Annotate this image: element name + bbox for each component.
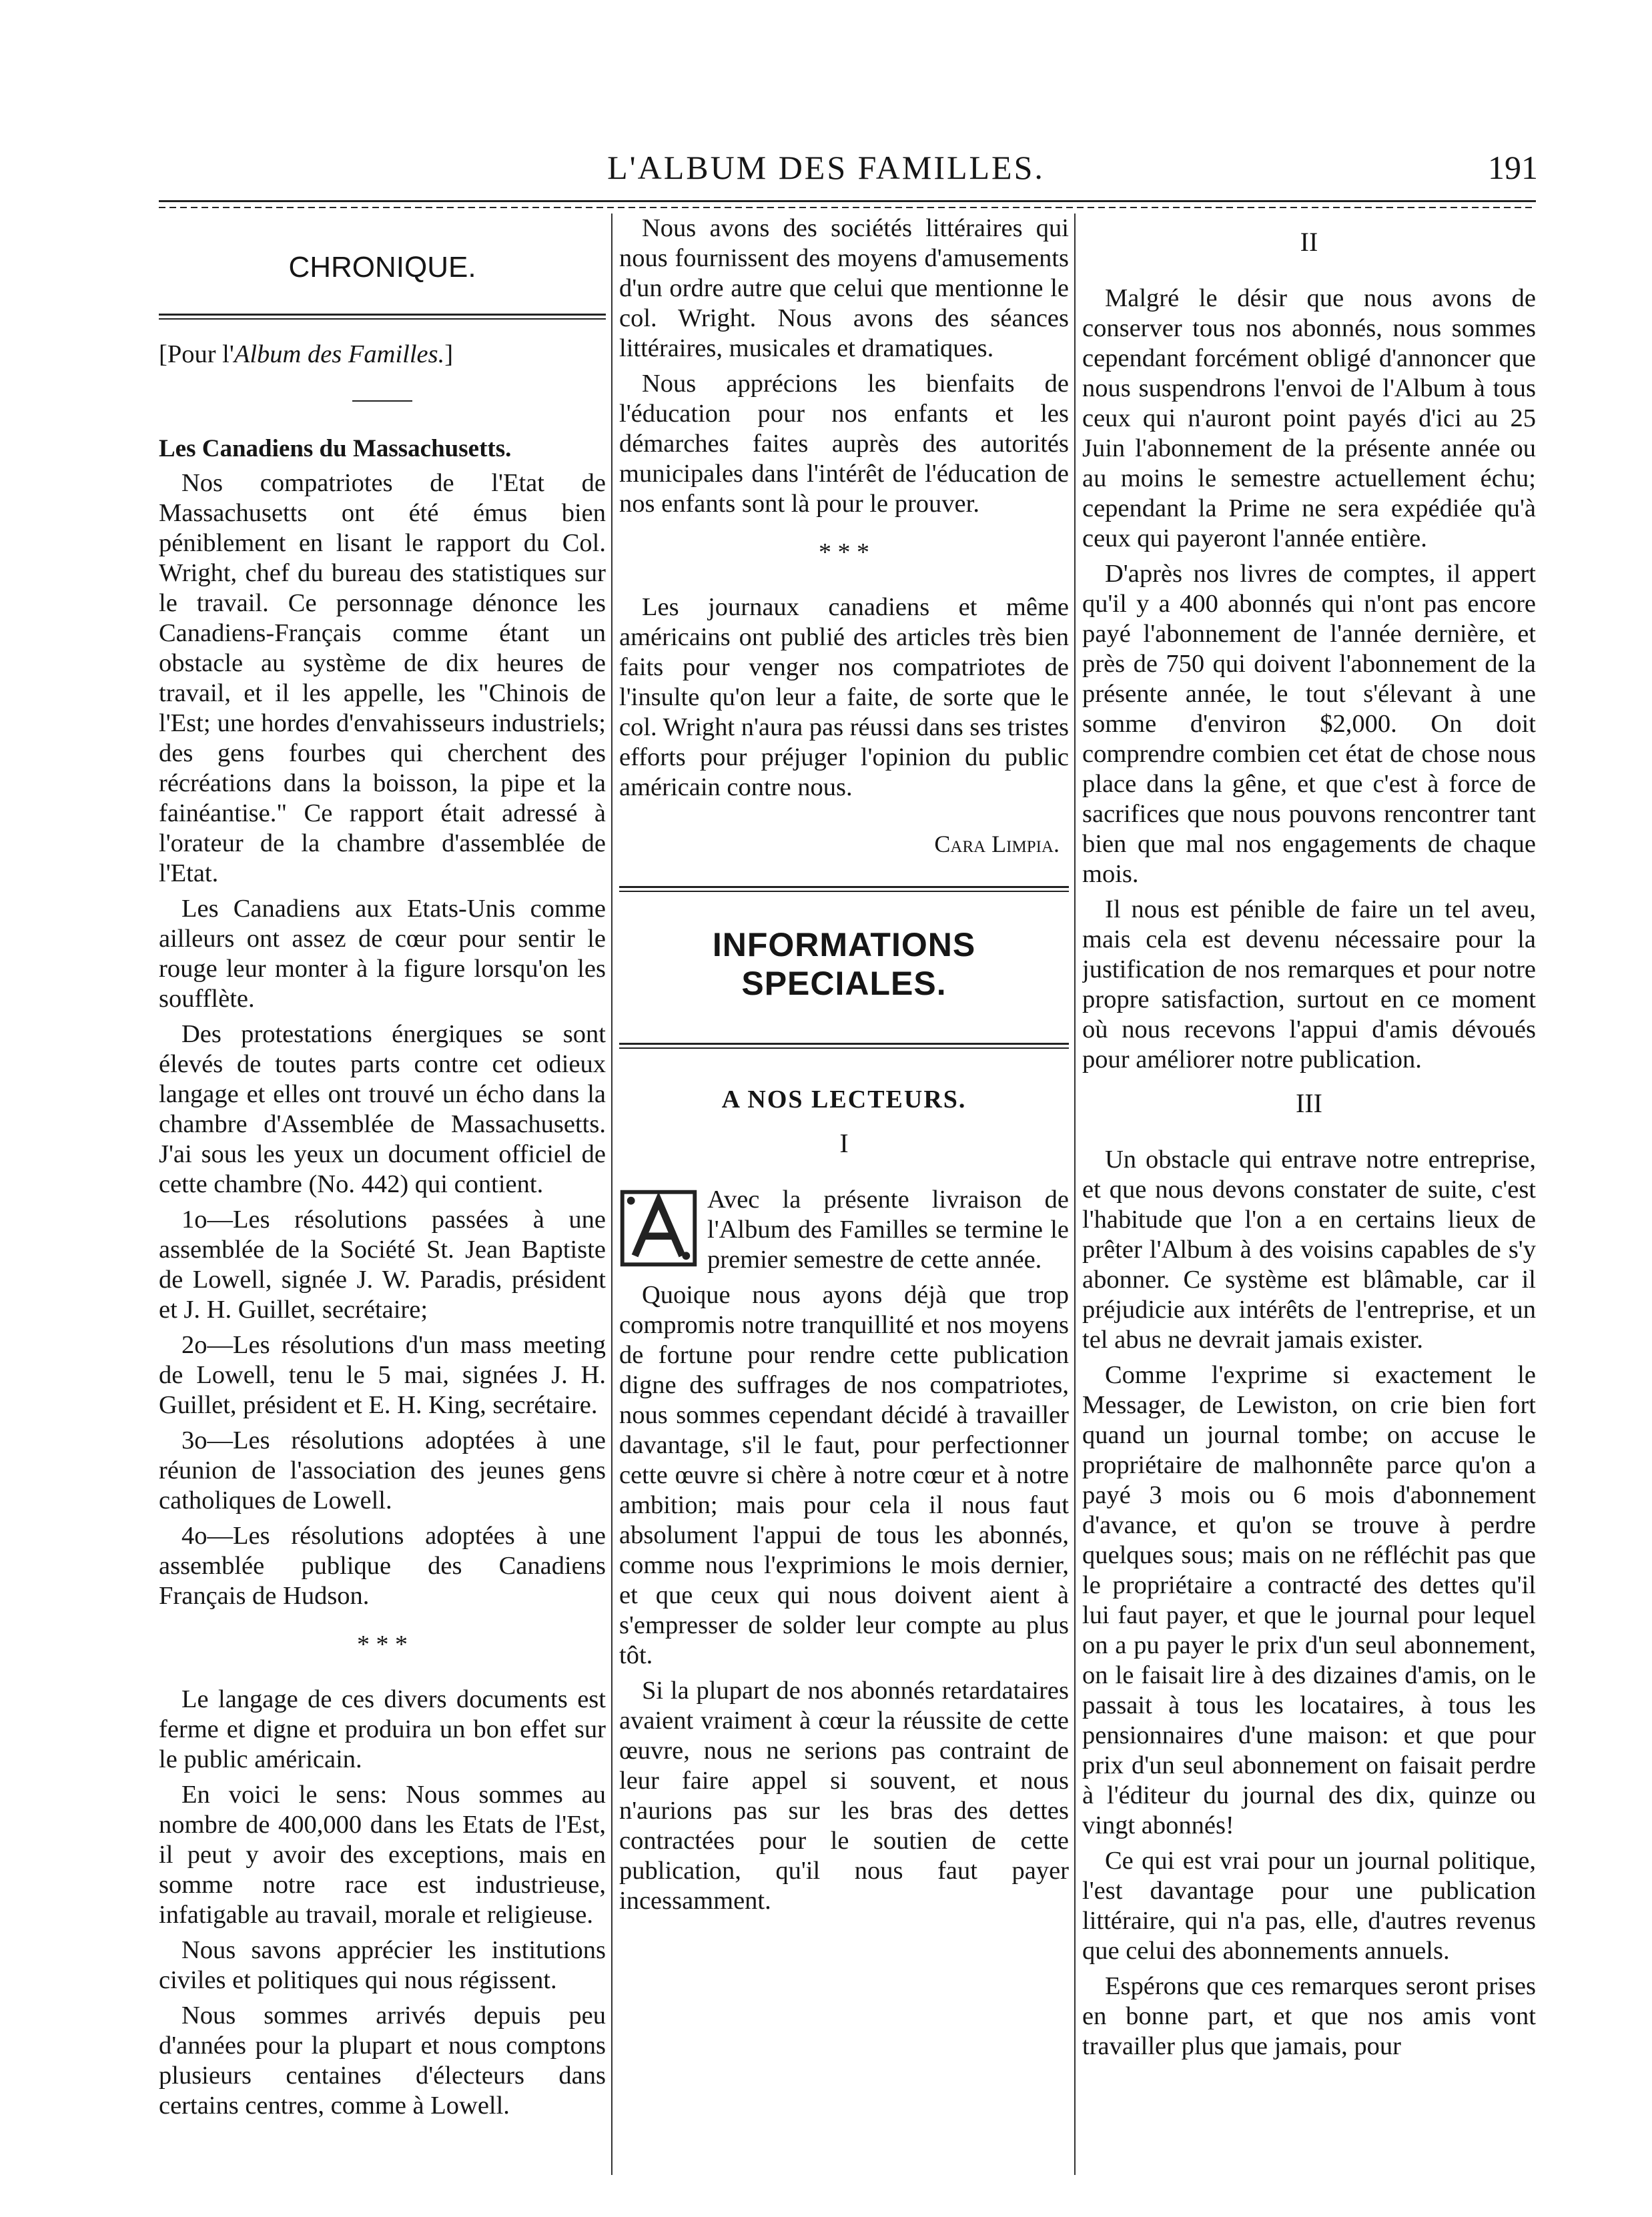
header-rule-dashed — [159, 207, 1536, 208]
informations-paragraph: Comme l'exprime si exactement le Messager, de Lewiston, on crie bien fort quand un journal tombe; on accuse le propriétaire de malhonnête parce qu'on a payé 3 mois ou 6 mois d'abonnement d'avance, et qu'on se trouve à perdre quelques sous; mais on ne réfléchit pas que le propriétaire a contracté des dettes qu'il lui faut payer, et que le journal pour lequel on a pu payer le prix d'un seul abonnement, on le faisait lire à des dizaines d'amis, on le passait à tous les locataires, à tous les pensionnaires d'une maison: et que pour prix d'un seul abonnement on faisait perdre à l'éditeur du journal des dix, quinze ou vingt abonnés! — [1082, 1361, 1536, 1839]
subtitle-prefix: [Pour l' — [159, 340, 234, 368]
page-header-title: L'ALBUM DES FAMILLES. — [607, 149, 1045, 186]
chronique-heading: CHRONIQUE. — [288, 251, 476, 284]
informations-paragraph: Un obstacle qui entrave notre entreprise, et que nous devons constater de suite, c'est l'habitude que l'on a en certains lieux de prêter l'Album à des voisins capables de s'y abonner. Ce système est blâmable, car il préjudicie aux intérêts de l'entreprise, et un tel abus ne devrait jamais exister. — [1082, 1146, 1536, 1354]
informations-paragraph: Malgré le désir que nous avons de conserver tous nos abonnés, nous sommes cependant forcément obligé d'annoncer que nous suspendrons l'envoi de l'Album à tous ceux qui n'auront point payés d'ici au 25 Juin l'abonnement de la présente année ou au moins le semestre actuellement échu; cependant la Prime ne sera expédiée qu'à ceux qui payeront l'année entière. — [1082, 284, 1536, 552]
column-right — [1082, 213, 1536, 2175]
subtitle-italic: Album des Familles. — [234, 340, 445, 368]
chronique-paragraph: Des protestations énergiques se sont élevés de toutes parts contre cet odieux langage et elles ont trouvé un écho dans la chambre d'Assemblée de Massachusetts. J'ai sous les yeux un document officiel de cette chambre (No. 442) qui contient. — [159, 1020, 606, 1198]
section-rule — [619, 886, 1069, 888]
chronique-closing: Les journaux canadiens et même américains ont publié des articles très bien faits pour venger nos compatriotes de l'insulte qu'on leur a faite, de sorte que le col. Wright n'aura pas réussi dans ses tristes efforts pour préjuger l'opinion du public américain contre nous. — [619, 593, 1069, 801]
page-number: 191 — [1488, 149, 1538, 186]
section-number-2: II — [1300, 227, 1318, 257]
section-stars: * * * — [357, 1631, 408, 1659]
chronique-paragraph: 3o—Les résolutions adoptées à une réunion de l'association des jeunes gens catholiques de Lowell. — [159, 1426, 606, 1514]
chronique-paragraph: Nous savons apprécier les institutions civiles et politiques qui nous régissent. — [159, 1936, 606, 1994]
article-title-lecteurs: A NOS LECTEURS. — [721, 1085, 967, 1114]
informations-paragraph — [619, 1185, 1069, 1275]
column-divider-right — [1074, 213, 1076, 2175]
informations-paragraph: Ce qui est vrai pour un journal politique, l'est davantage pour une publication littéraire, qui n'a pas, elle, d'autres revenus que celui des abonnements annuels. — [1082, 1847, 1536, 1965]
column-middle — [619, 213, 1069, 2175]
article-title: Les Canadiens du Massachusetts. — [159, 435, 512, 462]
chronique-paragraph: 1o—Les résolutions passées à une assemblée de la Société St. Jean Baptiste de Lowell, signée J. W. Paradis, président et J. H. Guillet, secrétaire; — [159, 1206, 606, 1324]
column-divider-left — [611, 213, 612, 2175]
header-rule — [159, 200, 1536, 202]
chronique-paragraph: Nos compatriotes de l'Etat de Massachusetts ont été émus bien péniblement en lisant le rapport du Col. Wright, chef du bureau des statistiques sur le travail. Ce personnage dénonce les Canadiens-Français comme étant un obstacle au système de dix heures de travail, et il les appelle, les "Chinois de l'Est; une hordes d'envahisseurs industriels; des gens fourbes qui cherchent des récréations dans la boisson, la pipe et la fainéantise." Ce rapport était adressé à l'orateur de la chambre d'assemblée de l'Etat. — [159, 469, 606, 887]
informations-heading: INFORMATIONS SPECIALES. — [712, 926, 976, 1002]
subtitle-divider — [352, 400, 412, 402]
informations-paragraph: D'après nos livres de comptes, il appert qu'il y a 400 abonnés qui n'ont pas encore payé l'abonnement de l'année dernière, et près de 750 qui doivent l'abonnement de la présente année, le tout s'élevant à une somme d'environ $2,000. On doit comprendre combien cet état de chose nous place dans la gêne, et que c'est à force de sacrifices que nous pouvons rencontrer tant bien que mal nos engagements de chaque mois. — [1082, 560, 1536, 888]
informations-rule — [619, 1043, 1069, 1045]
informations-rule-2 — [619, 1047, 1069, 1049]
subtitle-suffix: ] — [444, 340, 454, 368]
column-chronique — [159, 213, 606, 2175]
informations-paragraph-text: Avec la présente livraison de l'Album des Familles se termine le premier semestre de cette année. — [707, 1186, 1069, 1274]
chronique-rule-2 — [159, 318, 606, 320]
chronique-paragraph: 2o—Les résolutions d'un mass meeting de Lowell, tenu le 5 mai, signées J. H. Guillet, président et E. H. King, secrétaire. — [159, 1331, 606, 1419]
chronique-paragraph: Le langage de ces divers documents est ferme et digne et produira un bon effet sur le public américain. — [159, 1685, 606, 1773]
chronique-paragraph: Les Canadiens aux Etats-Unis comme ailleurs ont assez de cœur pour sentir le rouge leur monter à la figure lorsqu'on les soufflète. — [159, 895, 606, 1013]
section-stars: * * * — [819, 538, 869, 566]
informations-paragraph: Espérons que ces remarques seront prises en bonne part, et que nos amis vont travailler plus que jamais, pour — [1082, 1972, 1536, 2060]
chronique-subtitle — [159, 340, 606, 370]
informations-paragraph: Quoique nous ayons déjà que trop compromis notre tranquillité et nos moyens de fortune pour rendre cette publication digne des suffrages de nos compatriotes, nous sommes cependant décidé à travailler davantage, s'il le faut, pour perfectionner cette œuvre si chère à notre cœur et à notre ambition; mais pour cela il nous faut absolument l'appui de tous les abonnés, comme nous l'exprimions le mois dernier, et que ceux qui nous doivent aient à s'empresser de solder leur compte au plus tôt. — [619, 1281, 1069, 1669]
chronique-paragraph: Nous sommes arrivés depuis peu d'années pour la plupart et nous comptons plusieurs centaines d'électeurs dans certains centres, comme à Lowell. — [159, 2002, 606, 2120]
chronique-rule — [159, 314, 606, 316]
ornamental-dropcap-icon — [619, 1189, 698, 1268]
chronique-paragraph: Nous apprécions les bienfaits de l'éducation pour nos enfants et les démarches faites auprès des autorités municipales dans l'intérêt de l'éducation de nos enfants sont là pour le prouver. — [619, 370, 1069, 518]
signature: Cara Limpia. — [934, 831, 1060, 857]
chronique-paragraph: Nous avons des sociétés littéraires qui nous fournissent des moyens d'amusements d'un ordre autre que celui que mentionne le col. Wright. Nous avons des séances littéraires, musicales et dramatiques. — [619, 214, 1069, 362]
chronique-paragraph: En voici le sens: Nous sommes au nombre de 400,000 dans les Etats de l'Est, il peut y avoir des exceptions, mais en somme notre race est industrieuse, infatigable au travail, morale et religieuse. — [159, 1781, 606, 1929]
section-number-3: III — [1296, 1088, 1322, 1118]
section-rule-2 — [619, 891, 1069, 892]
chronique-paragraph: 4o—Les résolutions adoptées à une assemblée publique des Canadiens Français de Hudson. — [159, 1522, 606, 1610]
informations-paragraph: Il nous est pénible de faire un tel aveu, mais cela est devenu nécessaire pour la justification de nos remarques et pour notre propre satisfaction, surtout en ce moment où nous recevons l'appui d'amis dévoués pour améliorer notre publication. — [1082, 895, 1536, 1073]
section-number-1: I — [839, 1128, 849, 1158]
informations-paragraph: Si la plupart de nos abonnés retardataires avaient vraiment à cœur la réussite de cette œuvre, nous ne serions pas contraint de leur faire appel si souvent, et nous n'aurions pas sur les bras des dettes contractées pour le soutien de cette publication, qu'il nous faut payer incessamment. — [619, 1677, 1069, 1915]
